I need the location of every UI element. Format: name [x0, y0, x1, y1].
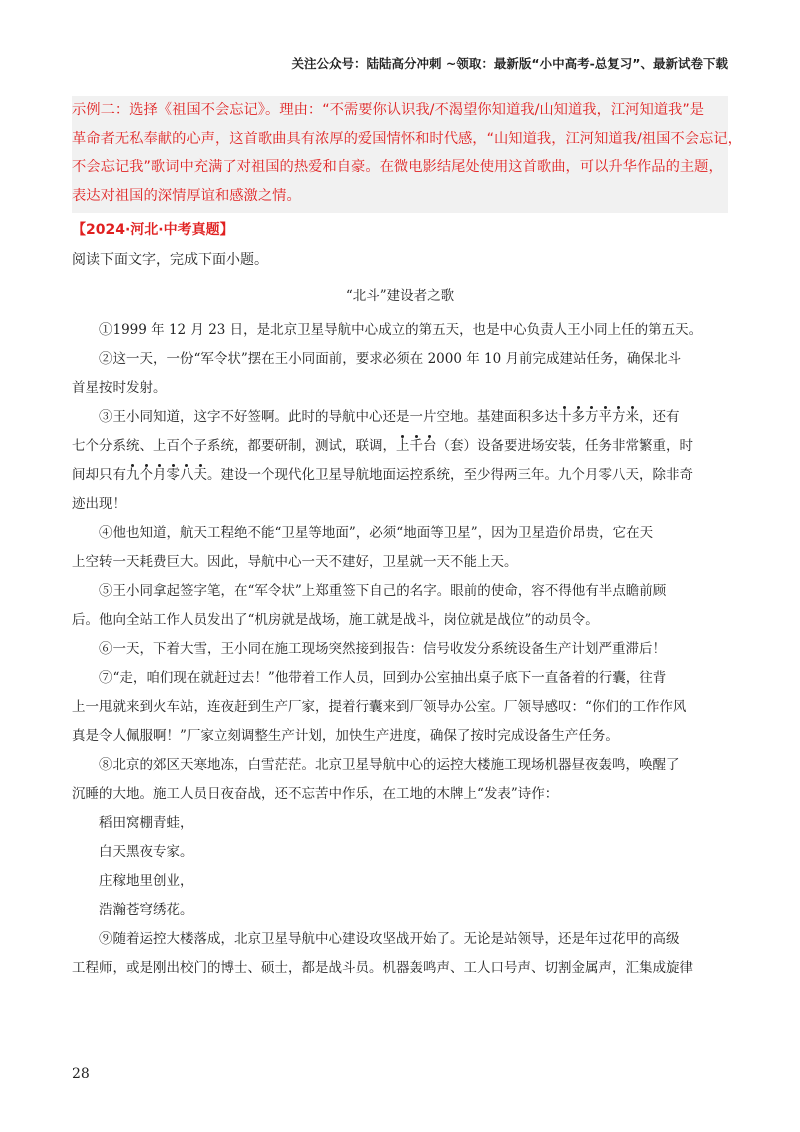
instruction: 阅读下面文字，完成下面小题。 — [72, 252, 268, 268]
emphasis-char: 八 — [180, 467, 194, 483]
paragraph-4-line: ④他也知道，航天工程绝不能“卫星等地面”，必须“地面等卫星”，因为卫星造价昂贵，它在天 — [99, 525, 654, 541]
paragraph-5-line: 后。他向全站工作人员发出了“机房就是战场，施工就是战斗，岗位就是战位”的动员令。 — [72, 612, 599, 628]
paragraph-7-line: ⑦“走，咱们现在就赶过去！”他带着工作人员，回到办公室抽出桌子底下一直备着的行囊，往背 — [99, 670, 667, 686]
paragraph-8-line: ⑧北京的郊区天寒地冻，白雪茫茫。北京卫星导航中心的运控大楼施工现场机器昼夜轰鸣，唤醒了 — [99, 757, 680, 773]
emphasis-dotted-text — [126, 467, 207, 483]
paragraph-1: ①1999 年 12 月 23 日，是北京卫星导航中心成立的第五天，也是中心负责人王小同上任的第五天。 — [99, 322, 703, 338]
emphasis-char: 万 — [585, 409, 599, 425]
emphasis-char: 九 — [126, 467, 140, 483]
paragraph-2-line: 首星按时发射。 — [72, 380, 167, 396]
paragraph-9-line: ⑨随着运控大楼落成，北京卫星导航中心建设攻坚战开始了。无论是站领导，还是年过花甲的高级 — [99, 931, 680, 947]
emphasis-char: 个 — [139, 467, 153, 483]
emphasis-char: 台 — [423, 438, 437, 454]
paragraph-7-line: 真是令人佩服啊！”厂家立刻调整生产计划，加快生产进度，确保了按时完成设备生产任务。 — [72, 728, 619, 744]
page-number: 28 — [72, 1066, 90, 1082]
emphasis-dotted-text — [396, 438, 437, 454]
paragraph-3-line — [72, 405, 680, 425]
poem-line: 白天黑夜专家。 — [99, 844, 194, 860]
text-segment: （套）设备要进场安装，任务非常繁重，时 — [436, 438, 693, 454]
header-note: 关注公众号：陆陆高分冲刺 ~领取：最新版“小中高考-总复习”、最新试卷下载 — [291, 56, 728, 71]
paragraph-7-line: 上一甩就来到火车站，连夜赶到生产厂家，提着行囊来到厂领导办公室。厂领导感叹：“你们的工作作风 — [72, 699, 687, 715]
emphasis-char: 多 — [571, 409, 585, 425]
paragraph-3-line — [72, 434, 693, 454]
paragraph-3-line: 迹出现！ — [72, 496, 126, 512]
emphasis-char: 零 — [166, 467, 180, 483]
paragraph-6: ⑥一天，下着大雪，王小同在施工现场突然接到报告：信号收发分系统设备生产计划严重滞后！ — [99, 641, 666, 657]
emphasis-char: 米 — [625, 409, 639, 425]
emphasis-char: 方 — [612, 409, 626, 425]
poem-line: 稻田窝棚青蛙， — [99, 815, 194, 831]
article-title: “北斗”建设者之歌 — [345, 288, 455, 304]
paragraph-4-line: 上空转一天耗费巨大。因此，导航中心一天不建好，卫星就一天不能上天。 — [72, 554, 518, 570]
emphasis-dotted-text — [558, 409, 639, 425]
emphasis-char: 天 — [193, 467, 207, 483]
paragraph-2-line: ②这一天，一份“军令状”摆在王小同面前，要求必须在 2000 年 10 月前完成建站任务，确保北斗 — [99, 351, 682, 367]
emphasis-char: 平 — [598, 409, 612, 425]
emphasis-char: 千 — [409, 438, 423, 454]
text-segment: 间却只有 — [72, 467, 126, 483]
example-line: 示例二：选择《祖国不会忘记》。理由：“不需要你认识我/不渴望你知道我/山知道我，江河知道我”是 — [72, 102, 705, 118]
text-segment: 。建设一个现代化卫星导航地面运控系统，至少得两三年。九个月零八天，除非奇 — [207, 467, 693, 483]
text-segment: ③王小同知道，这字不好签啊。此时的导航中心还是一片空地。基建面积多达 — [99, 409, 558, 425]
paragraph-8-line: 沉睡的大地。施工人员日夜奋战，还不忘苦中作乐，在工地的木牌上“发表”诗作： — [72, 786, 559, 802]
example-line: 不会忘记我”歌词中充满了对祖国的热爱和自豪。在微电影结尾处使用这首歌曲，可以升华作品的主题， — [72, 159, 723, 176]
example-line: 表达对祖国的深情厚谊和感激之情。 — [72, 188, 301, 205]
paragraph-9-line: 工程师，或是刚出校门的博士、硕士，都是战斗员。机器轰鸣声、工人口号声、切割金属声，汇集成旋律 — [72, 960, 693, 976]
source-tag: 【2024·河北·中考真题】 — [72, 222, 234, 238]
text-segment: 七个分系统、上百个子系统，都要研制，测试，联调， — [72, 438, 396, 454]
emphasis-char: 十 — [558, 409, 572, 425]
poem-line: 浩瀚苍穹绣花。 — [99, 902, 194, 918]
emphasis-char: 上 — [396, 438, 410, 454]
example-line: 革命者无私奉献的心声，这首歌曲具有浓厚的爱国情怀和时代感，“山知道我，江河知道我/祖国不会忘记， — [72, 130, 742, 147]
poem-line: 庄稼地里创业， — [99, 873, 194, 889]
emphasis-char: 月 — [153, 467, 167, 483]
text-segment: ，还有 — [639, 409, 680, 425]
paragraph-5-line: ⑤王小同拿起签字笔，在“军令状”上郑重签下自己的名字。眼前的使命，容不得他有半点瞻前顾 — [99, 583, 667, 599]
example-answer-box — [72, 96, 742, 213]
paragraph-3-line — [72, 463, 693, 483]
